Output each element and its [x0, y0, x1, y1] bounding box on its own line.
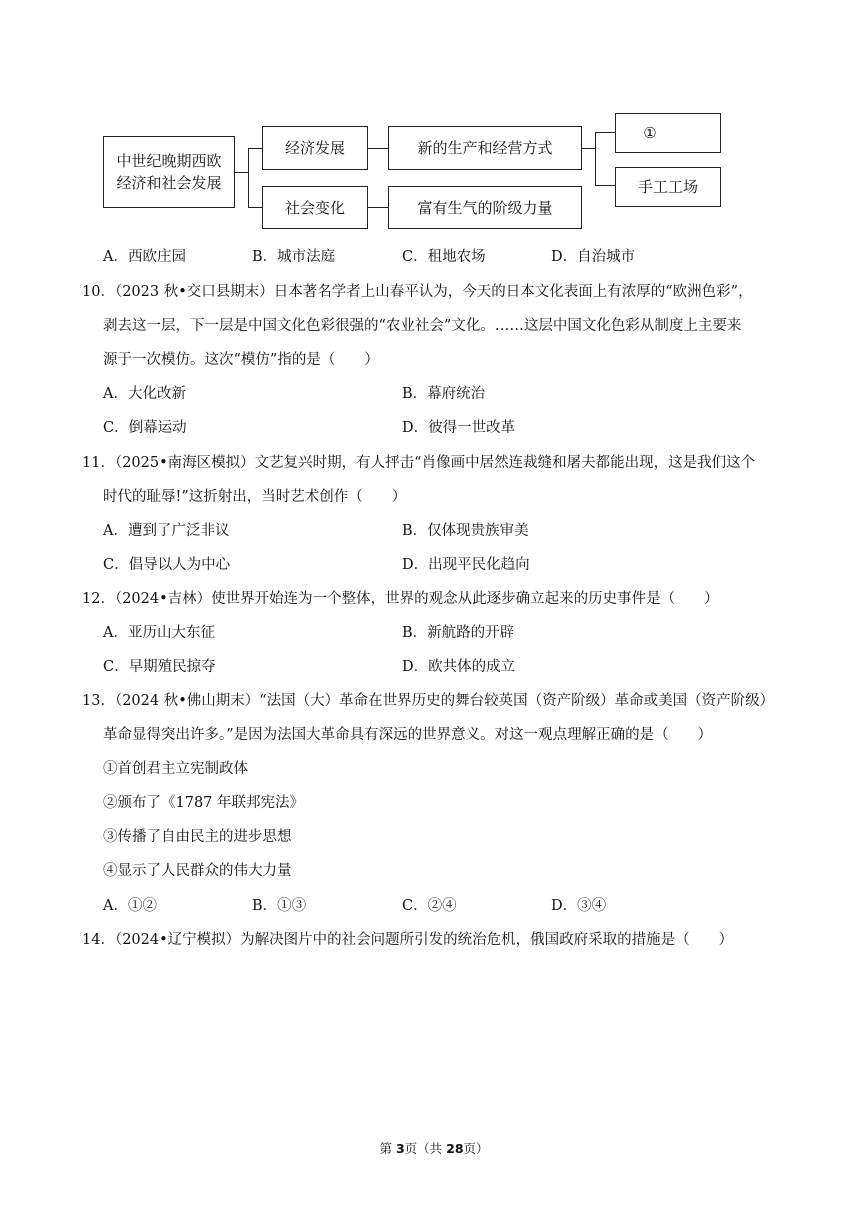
- connector: [582, 148, 596, 149]
- option-c[interactable]: [402, 247, 486, 267]
- option-b[interactable]: [402, 384, 485, 404]
- option-text: ①②: [127, 898, 157, 914]
- statement-3: ③传播了自由民主的进步思想: [103, 829, 292, 845]
- connector: [595, 132, 615, 133]
- connector: [248, 207, 262, 208]
- option-c[interactable]: [103, 418, 187, 438]
- footer-suffix: 页）: [463, 1141, 489, 1156]
- option-b[interactable]: [252, 896, 306, 916]
- diagram-leaf-blank: [615, 113, 721, 153]
- page-total: 28: [446, 1141, 464, 1156]
- branch-economy-label: 经济发展: [284, 139, 345, 157]
- economy-result-label: 新的生产和经营方式: [417, 139, 553, 157]
- option-b[interactable]: [402, 521, 529, 541]
- connector: [248, 148, 262, 149]
- option-text: 幕府统治: [427, 386, 486, 402]
- option-b[interactable]: [402, 623, 514, 643]
- option-text: 自治城市: [577, 249, 636, 265]
- diagram-root-box: [103, 136, 235, 208]
- connector: [368, 148, 388, 149]
- option-c[interactable]: [103, 555, 230, 575]
- option-text: 早期殖民掠夺: [128, 659, 216, 675]
- connector: [368, 207, 388, 208]
- option-letter: D．: [402, 557, 429, 573]
- option-d[interactable]: [402, 555, 530, 575]
- option-text: 出现平民化趋向: [428, 557, 530, 573]
- diagram-branch-society: [262, 186, 368, 229]
- option-d[interactable]: [402, 657, 515, 677]
- option-a[interactable]: [103, 623, 215, 643]
- leaf-blank-label: ①: [643, 124, 657, 142]
- option-text: 倒幕运动: [128, 420, 187, 436]
- option-text: 新航路的开辟: [427, 625, 515, 641]
- question-text: 12．（2024•吉林）使世界开始连为一个整体，世界的观念从此逐步确立起来的历史事件是（ ）: [82, 591, 719, 607]
- connector: [595, 132, 596, 186]
- leaf-workshop-label: 手工工场: [637, 178, 698, 196]
- option-letter: B．: [252, 249, 278, 265]
- option-letter: A．: [103, 386, 128, 402]
- question-text: 10．（2023 秋•交口县期末）日本著名学者上山春平认为，今天的日本文化表面上有浓厚的“欧洲色彩”，: [82, 284, 753, 300]
- option-letter: B．: [252, 898, 278, 914]
- option-letter: A．: [103, 249, 128, 265]
- page-footer: [0, 1139, 868, 1157]
- option-d[interactable]: [551, 896, 606, 916]
- question-text: 14．（2024•辽宁模拟）为解决图片中的社会问题所引发的统治危机，俄国政府采取的措施是（ ）: [82, 932, 734, 948]
- page-number: 3: [395, 1141, 405, 1156]
- diagram-economy-result: [388, 126, 582, 170]
- option-d[interactable]: [402, 418, 515, 438]
- option-a[interactable]: [103, 896, 157, 916]
- option-b[interactable]: [252, 247, 335, 267]
- option-text: 遭到了广泛非议: [127, 523, 230, 539]
- option-letter: C．: [402, 898, 428, 914]
- statement-4: ④显示了人民群众的伟大力量: [103, 863, 292, 879]
- option-text: 仅体现贵族审美: [427, 523, 529, 539]
- option-text: 欧共体的成立: [428, 659, 516, 675]
- option-letter: C．: [402, 249, 428, 265]
- diagram-root-line2: 经济和社会发展: [116, 174, 222, 192]
- option-text: 倡导以人为中心: [128, 557, 231, 573]
- option-letter: A．: [103, 898, 128, 914]
- option-text: 西欧庄园: [127, 249, 186, 265]
- option-text: 彼得一世改革: [428, 420, 516, 436]
- branch-society-label: 社会变化: [284, 198, 345, 217]
- option-a[interactable]: [103, 247, 186, 267]
- option-letter: B．: [402, 523, 428, 539]
- option-letter: D．: [402, 420, 429, 436]
- option-text: ①③: [277, 898, 307, 914]
- question-text: 时代的耻辱!”这折射出，当时艺术创作（ ）: [103, 489, 407, 505]
- option-letter: C．: [103, 557, 129, 573]
- option-letter: A．: [103, 523, 128, 539]
- option-c[interactable]: [103, 657, 216, 677]
- diagram-society-result: [388, 186, 582, 229]
- option-letter: C．: [103, 420, 129, 436]
- option-text: ②④: [427, 898, 457, 914]
- option-text: 大化改新: [127, 386, 186, 402]
- option-text: 租地农场: [427, 249, 486, 265]
- footer-prefix: 第: [379, 1141, 396, 1156]
- option-c[interactable]: [402, 896, 457, 916]
- statement-1: ①首创君主立宪制政体: [103, 761, 248, 777]
- question-text: 13．（2024 秋•佛山期末）“法国（大）革命在世界历史的舞台较英国（资产阶级）革命或美国（资产阶级）: [82, 693, 775, 709]
- diagram-root-line1: 中世纪晚期西欧: [116, 152, 222, 170]
- diagram-leaf-workshop: [615, 167, 721, 207]
- option-letter: B．: [402, 625, 428, 641]
- option-d[interactable]: [551, 247, 635, 267]
- option-a[interactable]: [103, 384, 186, 404]
- connector: [595, 185, 615, 186]
- connector: [235, 172, 249, 173]
- footer-middle: 页（共: [404, 1141, 447, 1156]
- option-letter: D．: [402, 659, 429, 675]
- question-text: 革命显得突出许多。”是因为法国大革命具有深远的世界意义。对这一观点理解正确的是（ ）: [103, 727, 713, 743]
- diagram-branch-economy: [262, 126, 368, 170]
- statement-2: ②颁布了《1787 年联邦宪法》: [103, 795, 305, 811]
- option-a[interactable]: [103, 521, 229, 541]
- option-text: ③④: [577, 898, 607, 914]
- option-letter: D．: [551, 898, 578, 914]
- question-text: 11．（2025•南海区模拟）文艺复兴时期，有人抨击“肖像画中居然连裁缝和屠夫都能出现，这是我们这个: [82, 455, 756, 471]
- option-letter: D．: [551, 249, 578, 265]
- question-text: 剥去这一层，下一层是中国文化色彩很强的“农业社会”文化。……这层中国文化色彩从制度上主要来: [103, 318, 742, 334]
- society-result-label: 富有生气的阶级力量: [417, 198, 553, 217]
- connector: [248, 148, 249, 208]
- option-letter: B．: [402, 386, 428, 402]
- option-letter: C．: [103, 659, 129, 675]
- option-letter: A．: [103, 625, 128, 641]
- option-text: 亚历山大东征: [127, 625, 215, 641]
- option-text: 城市法庭: [277, 249, 336, 265]
- question-text: 源于一次模仿。这次“模仿”指的是（ ）: [103, 352, 379, 368]
